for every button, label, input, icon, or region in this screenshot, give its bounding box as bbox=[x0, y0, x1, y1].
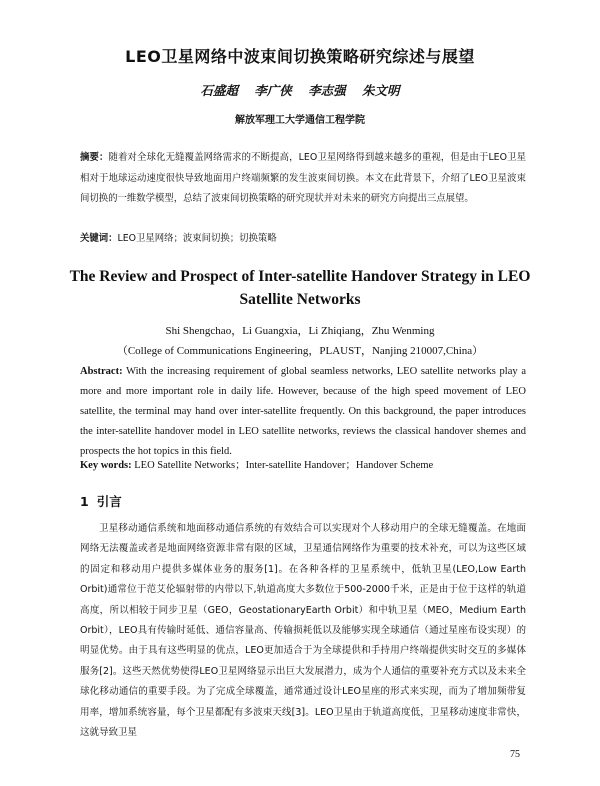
english-abstract-label: Abstract: bbox=[80, 366, 123, 377]
english-authors: Shi Shengchao，Li Guangxia，Li Zhiqiang，Zhu Wenming bbox=[165, 325, 435, 337]
author-name: 朱文明 bbox=[362, 83, 400, 98]
author-name: 李广侠 bbox=[254, 83, 292, 98]
english-keywords-label: Key words: bbox=[80, 460, 132, 471]
page-number: 75 bbox=[510, 749, 520, 760]
author-name: 石盛超 bbox=[200, 83, 238, 98]
english-title: The Review and Prospect of Inter-satellite Handover Strategy in LEO Satellite Networks bbox=[69, 268, 531, 308]
chinese-affiliation: 解放军理工大学通信工程学院 bbox=[235, 115, 365, 126]
author-name: 李志强 bbox=[308, 83, 346, 98]
chinese-abstract-label: 摘要： bbox=[80, 152, 109, 163]
chinese-keywords-text: LEO卫星网络；波束间切换；切换策略 bbox=[117, 233, 277, 244]
english-affiliation: （College of Communications Engineering，PLAUST，Nanjing 210007,China） bbox=[116, 345, 484, 357]
chinese-abstract-text: 随着对全球化无缝覆盖网络需求的不断提高，LEO卫星网络得到越来越多的重视，但是由于LEO卫星相对于地球运动速度很快导致地面用户终端频繁的发生波束间切换。本文在此背景下，介绍了LEO卫星波束间切换的一维数学模型，总结了波束间切换策略的研究现状并对未来的研究方向提出三点展望。 bbox=[80, 152, 526, 204]
chinese-keywords-label: 关键词： bbox=[80, 233, 118, 244]
english-abstract-text: With the increasing requirement of global seamless networks, LEO satellite networks play a more and more important role in daily life. However, because of the high speed movement of LEO satellite, the terminal may hand over inter-satellite frequently. On this background, the paper introduces the inter-satellite handover model in LEO satellite networks, reviews the classical handover shemes and prospects the hot topics in this field. bbox=[80, 366, 527, 457]
chinese-abstract bbox=[80, 148, 526, 210]
english-abstract bbox=[80, 362, 526, 462]
section-number: 1 bbox=[80, 494, 89, 509]
chinese-keywords bbox=[80, 229, 526, 250]
english-keywords-text: LEO Satellite Networks；Inter-satellite Handover；Handover Scheme bbox=[134, 460, 434, 471]
chinese-title: LEO卫星网络中波束间切换策略研究综述与展望 bbox=[125, 47, 475, 66]
section-body: 卫星移动通信系统和地面移动通信系统的有效结合可以实现对个人移动用户的全球无缝覆盖。在地面网络无法覆盖或者是地面网络资源非常有限的区域，卫星通信网络作为重要的技术补充，可以为这些区域的固定和移动用户提供多媒体业务的服务[1]。在各种各样的卫星系统中，低轨卫星(LEO,Low Earth Orbit)通常位于范艾伦辐射带的内带以下,轨道高度大多数位于500-2000千米，正是由于位于这样的轨道高度，所以相较于同步卫星（GEO，GeostationaryEarth Orbit）和中轨卫星（MEO，Medium Earth Orbit），LEO具有传输时延低、通信容量高、传输损耗低以及能够实现全球通信（通过星座布设实现）的明显优势。由于具有这些明显的优点，LEO更加适合于为全球提供和手持用户终端提供实时交互的多媒体服务[2]。这些天然优势使得LEO卫星网络显示出巨大发展潜力，成为个人通信的重要补充方式以及未来全球化移动通信的重要手段。为了完成全球覆盖，通常通过设计LEO星座的形式来实现，而为了增加频带复用率，增加系统容量，每个卫星都配有多波束天线[3]。LEO卫星由于轨道高度低，卫星移动速度非常快，这就导致卫星 bbox=[80, 523, 526, 739]
english-keywords bbox=[80, 456, 526, 476]
chinese-authors bbox=[0, 81, 600, 99]
section-heading bbox=[80, 492, 122, 510]
section-title: 引言 bbox=[96, 494, 122, 509]
